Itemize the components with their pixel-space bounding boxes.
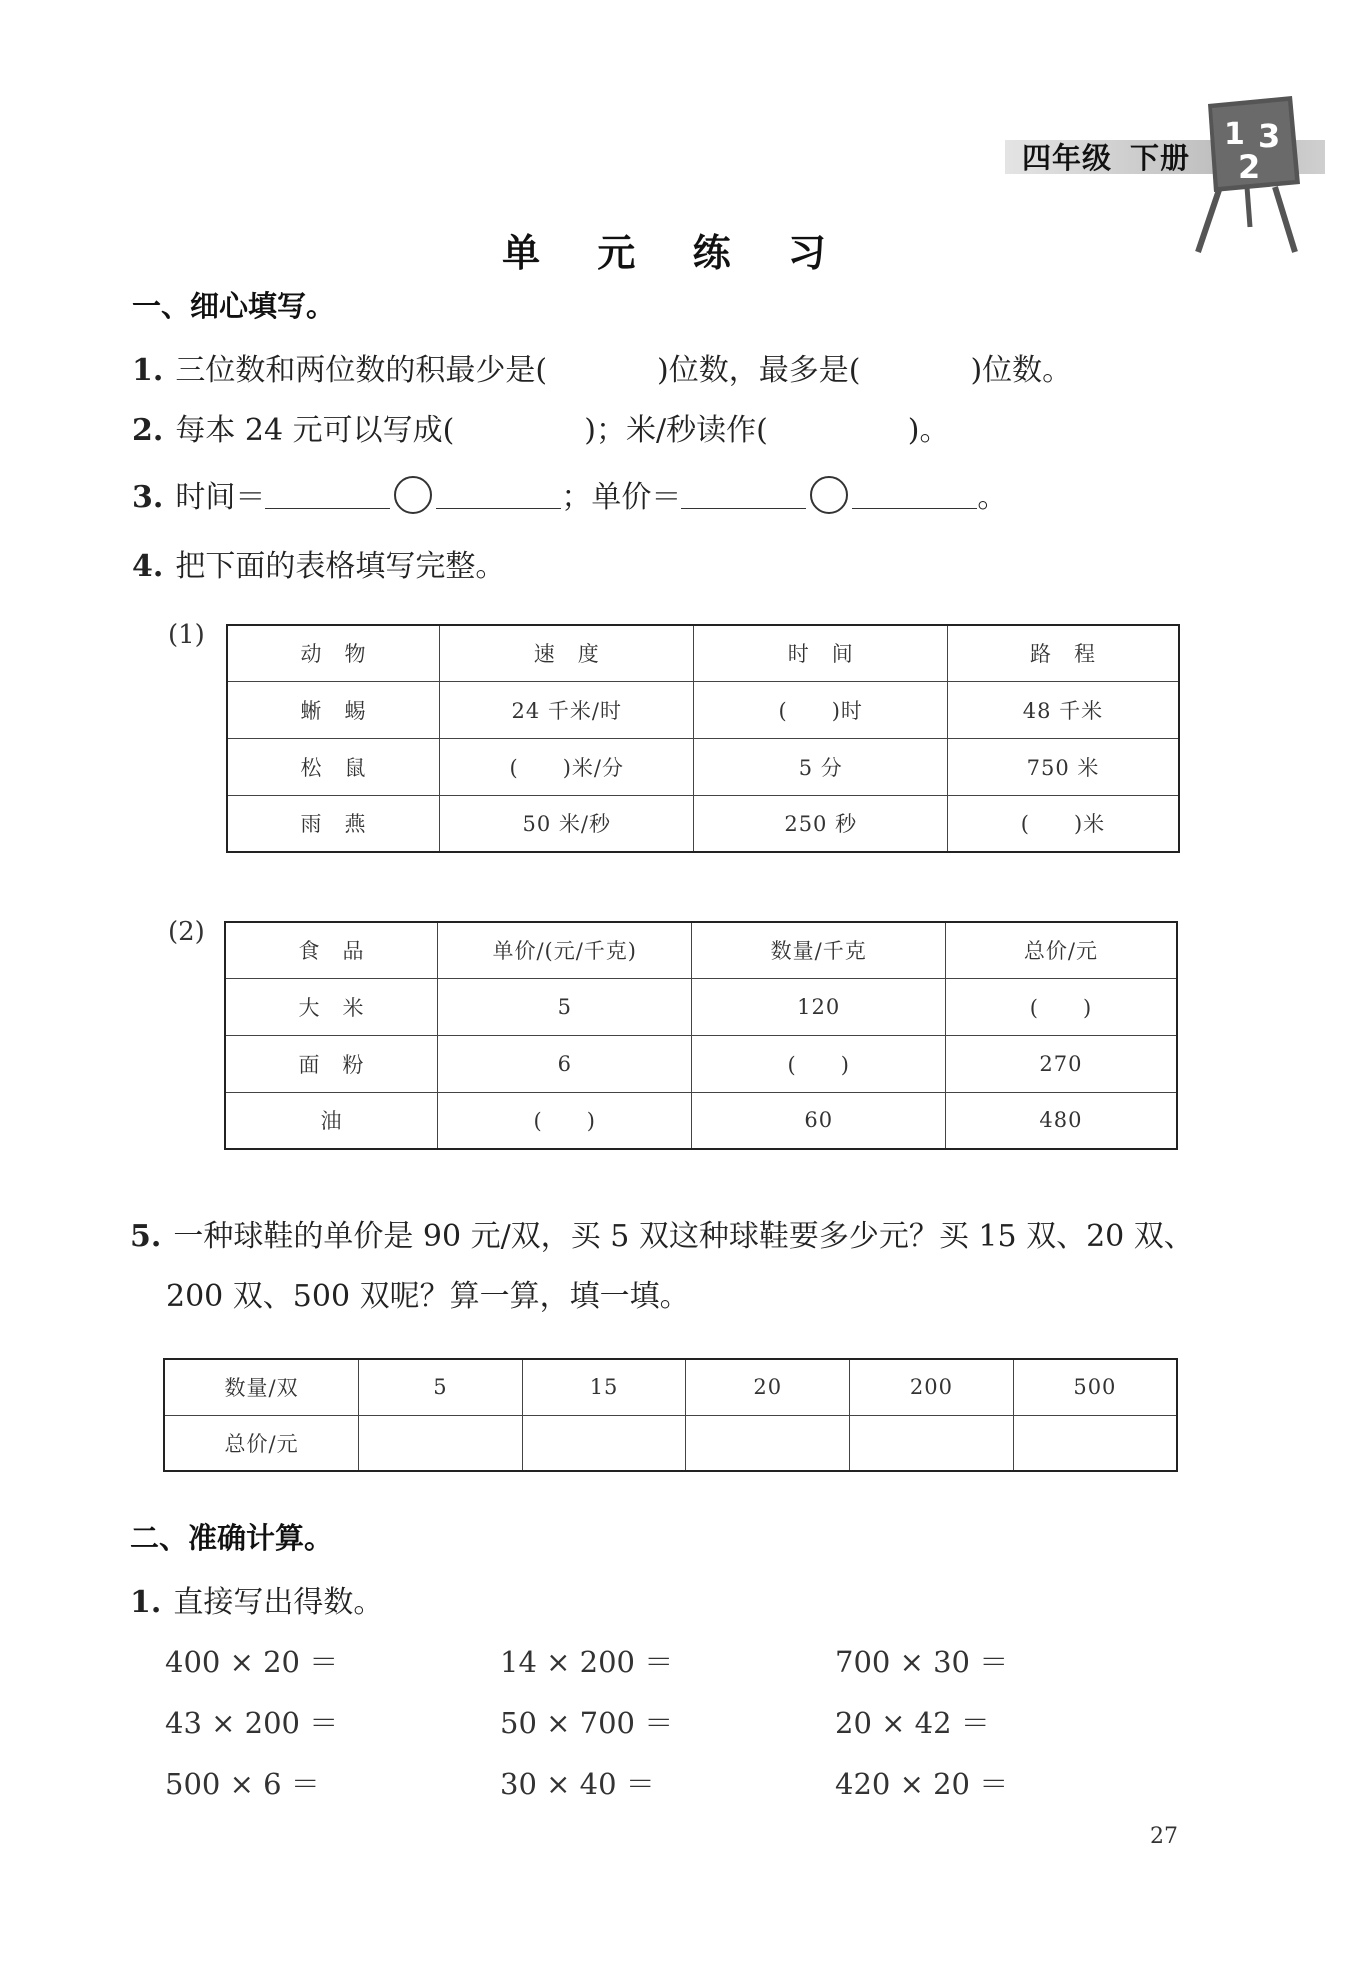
q2-number: 2. bbox=[132, 413, 164, 448]
table1-header: 路 程 bbox=[947, 625, 1179, 681]
q3-operator-circle-1[interactable] bbox=[394, 476, 432, 514]
badge-digit-2: 2 bbox=[1238, 148, 1261, 186]
table3-answer-cell[interactable] bbox=[359, 1415, 523, 1471]
badge-digit-3: 3 bbox=[1258, 117, 1281, 155]
s2q1-number: 1. bbox=[130, 1585, 162, 1620]
question-3 bbox=[132, 472, 1007, 516]
table-row bbox=[225, 1035, 1177, 1092]
table3-cell: 500 bbox=[1013, 1359, 1177, 1415]
q3-underline-1[interactable] bbox=[265, 480, 390, 509]
q2-text-b: )；米/秒读作( bbox=[584, 413, 768, 448]
table2-header: 单价/(元/千克) bbox=[438, 922, 692, 978]
table1-header: 速 度 bbox=[440, 625, 694, 681]
q4-number: 4. bbox=[132, 549, 164, 584]
table2-header: 食 品 bbox=[225, 922, 438, 978]
table2-header: 数量/千克 bbox=[692, 922, 945, 978]
grade-label bbox=[1022, 136, 1190, 177]
table2-cell: 60 bbox=[692, 1092, 945, 1149]
table2-cell-blank[interactable]: ( ) bbox=[945, 978, 1177, 1035]
table3-cell: 5 bbox=[359, 1359, 523, 1415]
table-row bbox=[227, 795, 1179, 852]
table1-cell: 5 分 bbox=[694, 738, 947, 795]
table2 bbox=[224, 921, 1178, 1150]
calc-problem: 400 × 20 ＝ bbox=[165, 1645, 339, 1679]
table-row bbox=[227, 625, 1179, 681]
table2-label: (2) bbox=[168, 917, 205, 947]
section2-heading: 二、准确计算。 bbox=[130, 1521, 334, 1555]
calc-problem: 50 × 700 ＝ bbox=[500, 1706, 674, 1740]
table1-cell: 48 千米 bbox=[947, 681, 1179, 738]
table3 bbox=[163, 1358, 1178, 1472]
calc-problem: 420 × 20 ＝ bbox=[835, 1767, 1009, 1801]
q3-underline-3[interactable] bbox=[681, 480, 806, 509]
question-4 bbox=[132, 541, 505, 585]
q3-text-a: 时间＝ bbox=[175, 480, 266, 515]
q1-text-c: )位数。 bbox=[970, 353, 1073, 388]
table3-cell: 200 bbox=[850, 1359, 1014, 1415]
table1-cell: 蜥 蜴 bbox=[227, 681, 440, 738]
q5-number: 5. bbox=[130, 1219, 162, 1254]
table2-cell-blank[interactable]: ( ) bbox=[692, 1035, 945, 1092]
q3-underline-2[interactable] bbox=[436, 480, 561, 509]
calc-problem: 20 × 42 ＝ bbox=[835, 1706, 990, 1740]
calc-problem: 500 × 6 ＝ bbox=[165, 1767, 320, 1801]
table-row bbox=[225, 922, 1177, 978]
question-1 bbox=[132, 345, 1072, 389]
badge-digit-1: 1 bbox=[1224, 117, 1245, 152]
table1-cell-blank[interactable]: ( )时 bbox=[694, 681, 947, 738]
table2-cell: 6 bbox=[438, 1035, 692, 1092]
table1-cell: 250 秒 bbox=[694, 795, 947, 852]
grade-text: 四年级 bbox=[1022, 141, 1113, 175]
q3-text-b: ；单价＝ bbox=[561, 480, 682, 515]
calc-problem: 30 × 40 ＝ bbox=[500, 1767, 655, 1801]
table2-cell: 120 bbox=[692, 978, 945, 1035]
table3-answer-cell[interactable] bbox=[522, 1415, 686, 1471]
calc-problem: 14 × 200 ＝ bbox=[500, 1645, 674, 1679]
q2-text-c: )。 bbox=[907, 413, 950, 448]
table-row bbox=[225, 1092, 1177, 1149]
table2-header: 总价/元 bbox=[945, 922, 1177, 978]
table-row bbox=[225, 978, 1177, 1035]
table3-cell: 15 bbox=[522, 1359, 686, 1415]
table2-cell: 5 bbox=[438, 978, 692, 1035]
table2-cell: 面 粉 bbox=[225, 1035, 438, 1092]
table1-cell: 雨 燕 bbox=[227, 795, 440, 852]
q3-underline-4[interactable] bbox=[852, 480, 977, 509]
table3-answer-cell[interactable] bbox=[686, 1415, 850, 1471]
table-row bbox=[227, 738, 1179, 795]
page-title: 单 元 练 习 bbox=[502, 231, 848, 275]
calc-problem: 700 × 30 ＝ bbox=[835, 1645, 1009, 1679]
table1 bbox=[226, 624, 1180, 853]
table1-cell: 24 千米/时 bbox=[440, 681, 694, 738]
q1-number: 1. bbox=[132, 353, 164, 388]
table3-answer-cell[interactable] bbox=[850, 1415, 1014, 1471]
q5-line2: 200 双、500 双呢？算一算，填一填。 bbox=[166, 1279, 690, 1314]
section1-heading: 一、细心填写。 bbox=[132, 289, 336, 323]
q5-line1: 一种球鞋的单价是 90 元/双，买 5 双这种球鞋要多少元？买 15 双、20 双、 bbox=[173, 1219, 1194, 1254]
q3-number: 3. bbox=[132, 480, 164, 515]
table3-header: 总价/元 bbox=[164, 1415, 359, 1471]
table2-cell: 480 bbox=[945, 1092, 1177, 1149]
table2-cell: 油 bbox=[225, 1092, 438, 1149]
q3-text-c: 。 bbox=[977, 480, 1008, 515]
q1-text-a: 三位数和两位数的积最少是( bbox=[175, 353, 548, 388]
table2-cell-blank[interactable]: ( ) bbox=[438, 1092, 692, 1149]
question-2 bbox=[132, 405, 950, 449]
s2q1-text: 直接写出得数。 bbox=[173, 1585, 384, 1620]
table3-answer-cell[interactable] bbox=[1013, 1415, 1177, 1471]
q4-text: 把下面的表格填写完整。 bbox=[175, 549, 506, 584]
table1-header: 动 物 bbox=[227, 625, 440, 681]
table3-header: 数量/双 bbox=[164, 1359, 359, 1415]
page-number: 27 bbox=[1150, 1824, 1178, 1849]
table1-label: (1) bbox=[168, 620, 205, 650]
table2-cell: 大 米 bbox=[225, 978, 438, 1035]
table-row bbox=[227, 681, 1179, 738]
table1-header: 时 间 bbox=[694, 625, 947, 681]
q1-text-b: )位数，最多是( bbox=[657, 353, 861, 388]
table1-cell-blank[interactable]: ( )米 bbox=[947, 795, 1179, 852]
table1-cell-blank[interactable]: ( )米/分 bbox=[440, 738, 694, 795]
volume-text: 下册 bbox=[1130, 141, 1191, 175]
table1-cell: 750 米 bbox=[947, 738, 1179, 795]
q2-text-a: 每本 24 元可以写成( bbox=[175, 413, 455, 448]
table1-cell: 松 鼠 bbox=[227, 738, 440, 795]
table1-cell: 50 米/秒 bbox=[440, 795, 694, 852]
question-5 bbox=[130, 1211, 1194, 1255]
table-row bbox=[164, 1415, 1177, 1471]
section2-question-1 bbox=[130, 1577, 383, 1621]
q3-operator-circle-2[interactable] bbox=[810, 476, 848, 514]
table2-cell: 270 bbox=[945, 1035, 1177, 1092]
table-row bbox=[164, 1359, 1177, 1415]
table3-cell: 20 bbox=[686, 1359, 850, 1415]
calc-problem: 43 × 200 ＝ bbox=[165, 1706, 339, 1740]
